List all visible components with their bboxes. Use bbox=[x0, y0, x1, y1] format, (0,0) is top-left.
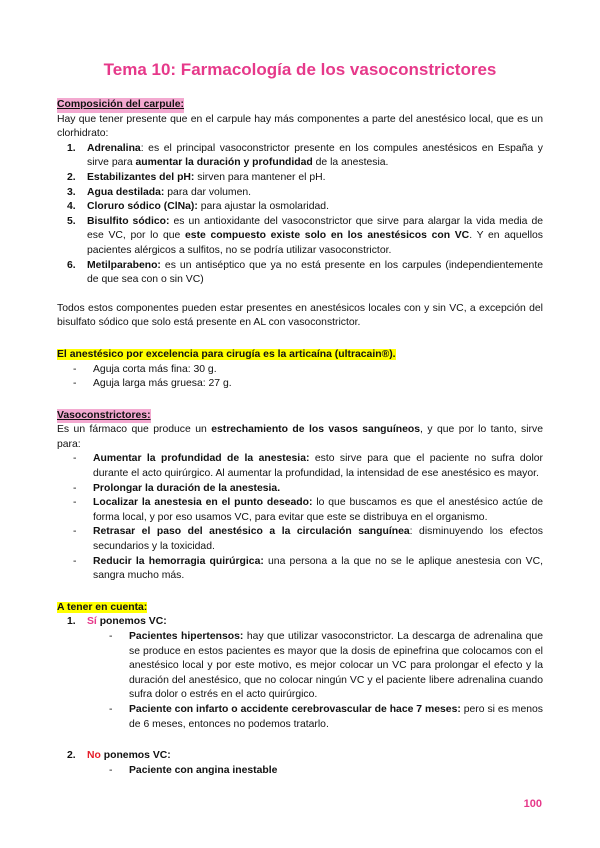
articaine-list bbox=[57, 363, 543, 392]
carpule-list bbox=[57, 142, 543, 288]
vasoconstrictors-intro: Es un fármaco que produce un estrechamiento de los vasos sanguíneos, y que por lo tanto, sirve para: bbox=[57, 424, 543, 450]
no-word: No bbox=[87, 750, 101, 762]
list-item: Agua destilada: para dar volumen. bbox=[87, 186, 252, 198]
no-vc-list bbox=[57, 764, 543, 779]
list-item: Cloruro sódico (ClNa): para ajustar la osmolaridad. bbox=[87, 201, 329, 213]
vasoconstrictors-list bbox=[57, 452, 543, 583]
list-item: Bisulfito sódico: es un antioxidante del vasoconstrictor que sirve para alargar la vida media de ese VC, por lo que este compuesto existe solo en los anestésicos con VC. Y en aquellos pacientes alérgicos a sulfitos, no se podría utilizar vasoconstrictor. bbox=[87, 215, 544, 256]
list-item: - Paciente con infarto o accidente cerebrovascular de hace 7 meses: pero si es menos de 6 meses, entonces no podemos tratarlo. bbox=[129, 703, 543, 732]
list-item: - Aguja corta más fina: 30 g. bbox=[93, 363, 543, 378]
carpule-closing: Todos estos componentes pueden estar presentes en anestésicos locales con y sin VC, a excepción del bisulfato sódico que solo está presente en AL con vasoconstrictor. bbox=[57, 302, 543, 329]
document-body bbox=[57, 98, 543, 778]
list-item: - Paciente con angina inestable bbox=[129, 764, 543, 779]
list-item: - Retrasar el paso del anestésico a la circulación sanguínea: disminuyendo los efectos secundarios y la toxicidad. bbox=[93, 525, 543, 554]
section-heading-vasoconstrictors: Vasoconstrictores: bbox=[57, 409, 151, 424]
list-item: Estabilizantes del pH: sirven para mantener el pH. bbox=[87, 171, 326, 183]
list-item: - Aguja larga más gruesa: 27 g. bbox=[93, 377, 543, 392]
no-vc-item: 2. No ponemos VC: bbox=[67, 750, 171, 762]
yes-vc-list bbox=[57, 630, 543, 732]
yes-vc-item: 1. Sí ponemos VC: bbox=[67, 616, 167, 628]
section-articaine bbox=[57, 348, 543, 392]
yes-word: Sí bbox=[87, 616, 97, 628]
section-carpule bbox=[57, 98, 543, 331]
list-item: - Aumentar la profundidad de la anestesia: esto sirve para que el paciente no sufra dolor durante el acto quirúrgico. Al aumentar la profundidad, la intensidad de ese anestésico es mayor. bbox=[93, 452, 543, 481]
articaine-heading: El anestésico por excelencia para cirugía es la articaína (ultracain®). bbox=[57, 348, 396, 360]
list-item: - Reducir la hemorragia quirúrgica: una persona a la que no se le aplique anestesia con VC, sangra mucho más. bbox=[93, 555, 543, 584]
section-vasoconstrictors bbox=[57, 409, 543, 584]
carpule-intro: Hay que tener presente que en el carpule hay más componentes a parte del anestésico local, que es un clorhidrato: bbox=[57, 113, 543, 140]
list-item: - Prolongar la duración de la anestesia. bbox=[93, 482, 543, 497]
list-item: Metilparabeno: es un antiséptico que ya no está presente en los carpules (independientemente de que sea con o sin VC) bbox=[87, 259, 543, 286]
list-item: - Localizar la anestesia en el punto deseado: lo que buscamos es que el anestésico actúe de forma local, y por eso usamos VC, para evitar que este se distribuya en el organismo. bbox=[93, 496, 543, 525]
list-item: - Pacientes hipertensos: hay que utilizar vasoconstrictor. La descarga de adrenalina que se produce en estos pacientes es mayor que la dosis de epinefrina que colocamos con el anestésico local y por este motivo, es mejor colocar un VC para prolongar el efecto y la duración del anestésico, que no colocar ningún VC y el paciente libere adrenalina cuando sufra dolor o estrés en el acto quirúrgico. bbox=[129, 630, 543, 703]
section-heading-carpule: Composición del carpule: bbox=[57, 98, 184, 113]
considerations-heading: A tener en cuenta: bbox=[57, 601, 148, 613]
list-item: Adrenalina: es el principal vasoconstrictor presente en los compules anestésicos en España y sirve para aumentar la duración y profundidad de la anestesia. bbox=[87, 142, 543, 169]
section-considerations bbox=[57, 601, 543, 779]
page-number: 100 bbox=[523, 798, 542, 810]
page-title: Tema 10: Farmacología de los vasoconstrictores bbox=[103, 60, 497, 79]
